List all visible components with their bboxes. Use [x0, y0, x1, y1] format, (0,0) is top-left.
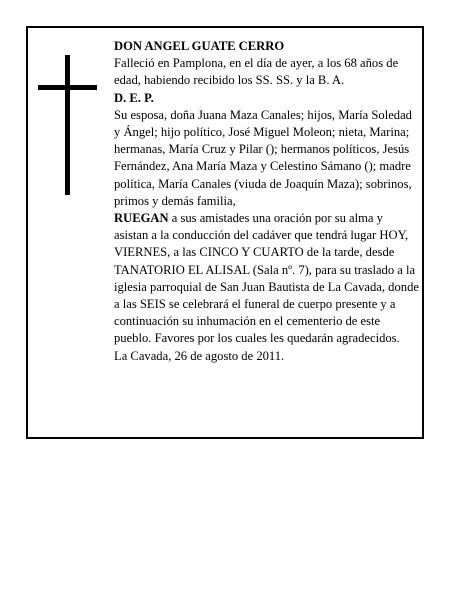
- death-announcement: Falleció en Pamplona, en el día de ayer, a los 68 años de edad, habiendo recibido los SS. SS. y la B. A.: [114, 56, 399, 88]
- deceased-name: DON ANGEL GUATE CERRO: [114, 39, 285, 53]
- funeral-request: [114, 210, 420, 348]
- place-and-date: La Cavada, 26 de agosto de 2011.: [114, 348, 285, 363]
- family-list: Su esposa, doña Juana Maza Canales; hijos, María Soledad y Ángel; hijo político, José Miguel Moleon; nieta, Marina; hermanas, María Cruz y Pilar (); hermanos políticos, Jesús Fernández, Ana María Maza y Celestino Sámano (); madre política, María Canales (viuda de Joaquín Maza); sobrinos, primos y demás familia,: [114, 107, 412, 208]
- rest-in-peace-line: D. E. P.: [114, 90, 154, 105]
- cross-icon-horizontal-bar: [38, 85, 97, 90]
- ruegan-label: RUEGAN: [114, 211, 169, 226]
- funeral-details: a sus amistades una oración por su alma y asistan a la conducción del cadáver que tendrá lugar HOY, VIERNES, a las CINCO Y CUARTO de la tarde, desde TANATORIO EL ALISAL (Sala nº. 7), para su traslado a la iglesia parroquial de San Juan Bautista de La Cavada, donde a las SEIS se celebrará el funeral de cuerpo presente y a continuación su inhumación en el cementerio de este pueblo. Favores por los cuales les quedarán agradecidos.: [114, 211, 419, 346]
- cross-icon-vertical-bar: [65, 55, 70, 195]
- obituary-text-block: [114, 38, 420, 365]
